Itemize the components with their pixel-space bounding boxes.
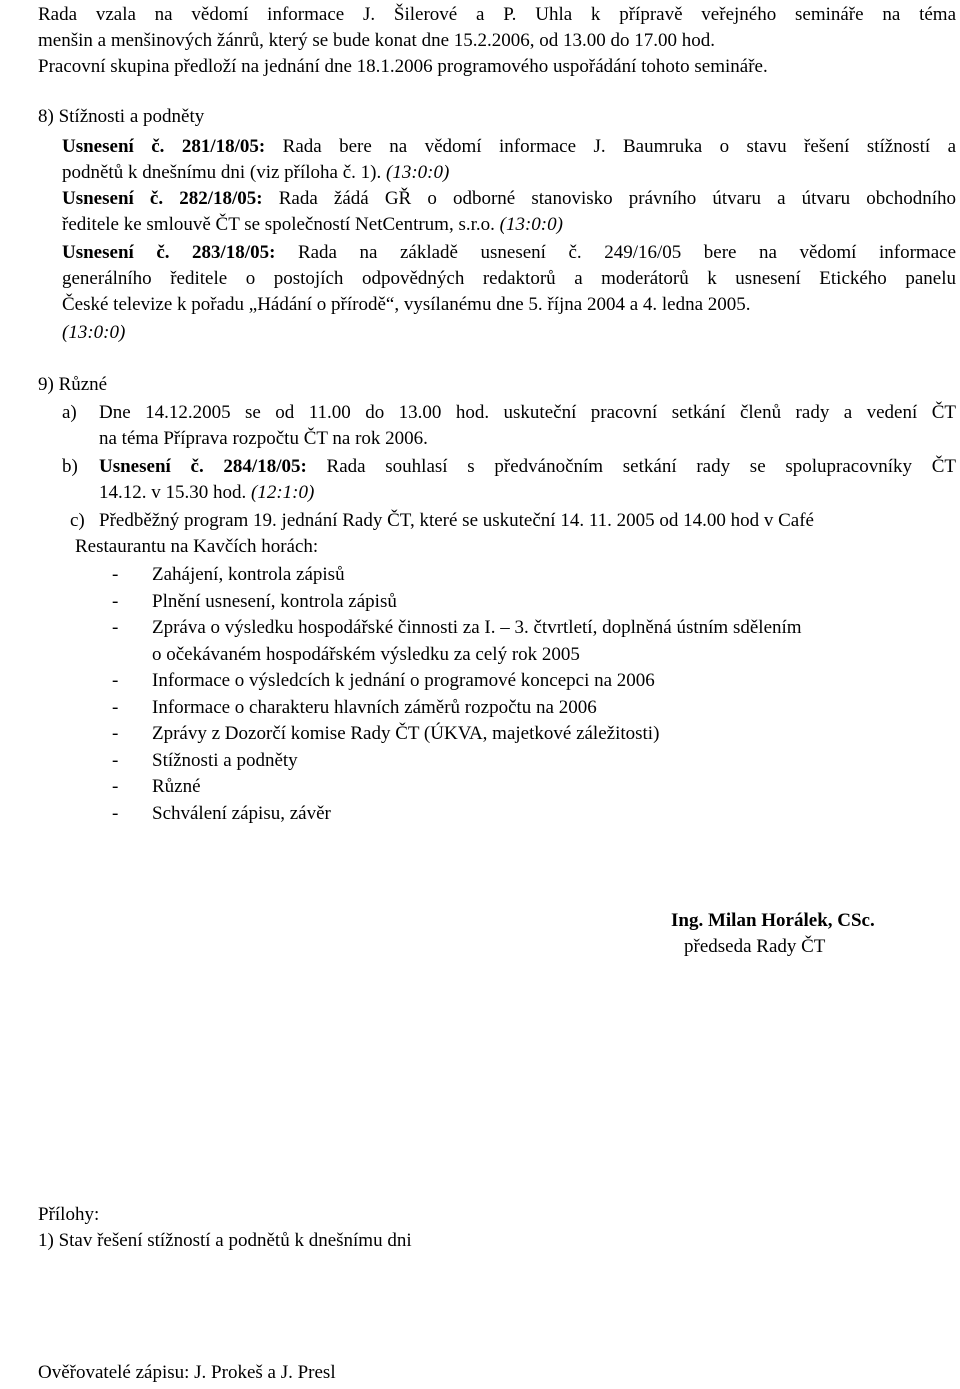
resolution-281-text-2: podnětů k dnešnímu dni (viz příloha č. 1). [62,162,382,183]
list-dash: - [112,696,119,718]
vote-result: (13:0:0) [62,322,126,343]
signatory-name: Ing. Milan Horálek, CSc. [671,910,875,931]
item-c-line-2: Restaurantu na Kavčích horách: [75,536,319,557]
item-a-marker: a) [62,402,77,423]
list-item-text: Zpráva o výsledku hospodářské činnosti za I. – 3. čtvrtletí, doplněná ústním sdělením [152,617,802,638]
list-dash: - [112,670,119,691]
resolution-282-text: Rada žádá GŘ o odborné stanovisko právního útvaru a útvaru obchodního [278,188,956,209]
resolution-281-text: Rada bere na vědomí informace J. Baumruka o stavu řešení stížností a [282,136,957,157]
resolution-281-label: Usnesení č. 281/18/05: [62,136,266,157]
item-b-marker: b) [62,456,78,477]
list-dash: - [112,723,119,744]
resolution-281-cont [62,160,956,186]
vote-result: (13:0:0) [499,214,563,235]
section-9-heading: 9) Různé [38,374,108,395]
resolution-282-text-2: ředitele ke smlouvě ČT se společností NetCentrum, s.r.o. [62,214,495,235]
list-item-text: Stížnosti a podněty [152,749,298,771]
intro-line-3: Pracovní skupina předloží na jednání dne 18.1.2006 programového uspořádání tohoto semináře. [38,56,768,77]
list-dash: - [112,749,119,771]
list-item-text: o očekávaném hospodářském výsledku za celý rok 2005 [152,643,580,665]
resolution-282-cont [62,212,956,238]
item-b-line-2 [99,480,956,506]
item-a-line-2: na téma Příprava rozpočtu ČT na rok 2006. [99,428,428,449]
list-item-text: Plnění usnesení, kontrola zápisů [152,590,397,612]
resolution-284-text: Rada souhlasí s předvánočním setkání rady se spolupracovníky ČT [326,456,956,477]
signatory-role: předseda Rady ČT [684,936,826,957]
list-item-text: Informace o výsledcích k jednání o programové koncepci na 2006 [152,670,655,691]
list-dash: - [112,564,119,585]
item-c-line-1: Předběžný program 19. jednání Rady ČT, které se uskuteční 14. 11. 2005 od 14.00 hod v Café [99,510,814,531]
resolution-283-line-2: generálního ředitele o postojích odpovědných redaktorů a moderátorů k usnesení Etického panelu [62,268,956,289]
resolution-283 [62,240,956,266]
list-item-text: Zprávy z Dozorčí komise Rady ČT (ÚKVA, majetkové záležitosti) [152,723,660,744]
list-dash: - [112,802,119,824]
resolution-282-label: Usnesení č. 282/18/05: [62,188,263,209]
attachment-item: 1) Stav řešení stížností a podnětů k dnešnímu dni [38,1230,412,1251]
list-item-text: Zahájení, kontrola zápisů [152,564,345,585]
intro-line-1: Rada vzala na vědomí informace J. Šilerové a P. Uhla k přípravě veřejného semináře na téma [38,4,956,25]
item-c-marker: c) [70,510,85,531]
vote-result: (13:0:0) [386,162,450,183]
list-dash: - [112,617,119,638]
section-8-heading: 8) Stížnosti a podněty [38,106,205,127]
resolution-281 [62,134,956,160]
resolution-283-line-3: České televize k pořadu „Hádání o přírodě“, vysílanému dne 5. října 2004 a 4. ledna 2005. [62,294,751,315]
resolution-282 [62,186,956,212]
vote-result: (12:1:0) [251,482,315,503]
list-item-text: Informace o charakteru hlavních záměrů rozpočtu na 2006 [152,696,597,718]
attachments-heading: Přílohy: [38,1204,100,1225]
resolution-283-label: Usnesení č. 283/18/05: [62,242,276,263]
resolution-284-label: Usnesení č. 284/18/05: [99,456,307,477]
intro-line-2: menšin a menšinových žánrů, který se bude konat dne 15.2.2006, od 13.00 do 17.00 hod. [38,30,716,51]
list-item-text: Schválení zápisu, závěr [152,802,331,824]
list-dash: - [112,590,119,612]
list-dash: - [112,776,119,797]
list-item-text: Různé [152,776,201,797]
minutes-verifiers: Ověřovatelé zápisu: J. Prokeš a J. Presl [38,1362,336,1383]
resolution-283-text: Rada na základě usnesení č. 249/16/05 bere na vědomí informace [297,242,956,263]
item-b-line-1 [99,454,956,480]
item-a-line-1: Dne 14.12.2005 se od 11.00 do 13.00 hod. uskuteční pracovní setkání členů rady a vedení ČT [99,402,956,423]
resolution-284-text-2: 14.12. v 15.30 hod. [99,482,247,503]
